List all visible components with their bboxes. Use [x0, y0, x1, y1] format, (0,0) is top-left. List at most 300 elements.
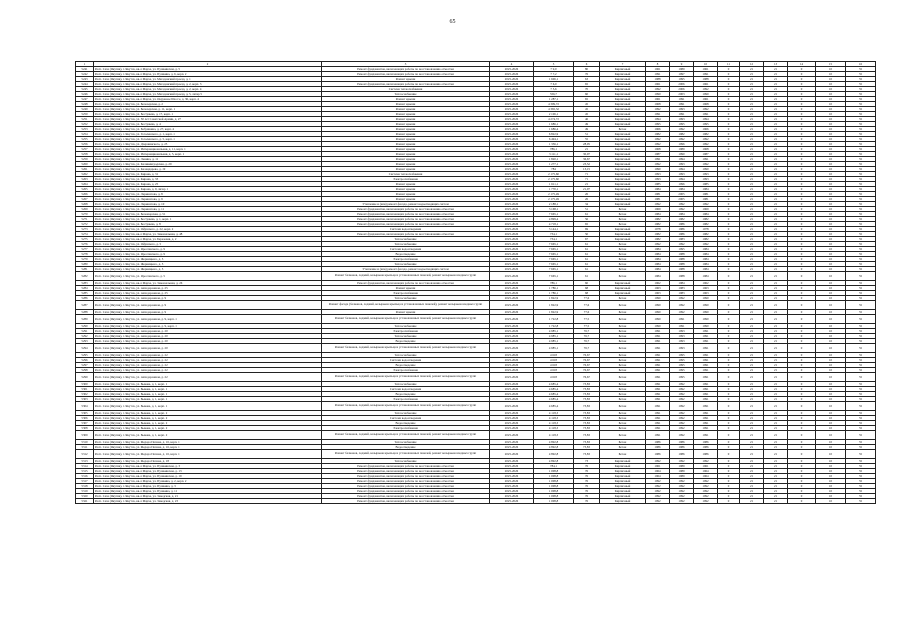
- year-cell: 1986: [694, 445, 718, 450]
- wear-cell: 60: [574, 281, 600, 286]
- value-cell: 10: [816, 177, 846, 182]
- year-cell: 1991: [694, 334, 718, 339]
- year-cell: 1981: [694, 192, 718, 197]
- year-cell: 1995: [670, 77, 694, 82]
- row-number-cell: 5288: [76, 310, 94, 315]
- value-cell: 21: [764, 222, 788, 227]
- address-cell: Респ. Саха (Якутия), г. Якутск, кв-л Марха, ул. Магаданский проезд, д. 1: [94, 77, 322, 82]
- value-cell: 10: [816, 97, 846, 102]
- value-cell: 0: [788, 339, 816, 344]
- value-cell: 21: [764, 450, 788, 459]
- year-cell: 1963: [694, 291, 718, 296]
- year-cell: 1993: [670, 329, 694, 334]
- value-cell: 0: [718, 127, 740, 132]
- value-cell: 0: [718, 382, 740, 387]
- wall-material-cell: Кирпичный: [600, 484, 646, 489]
- work-type-cell: Утепление и (или) ремонт фасада, ремонт водоотводящих систем: [322, 202, 490, 207]
- wall-material-cell: Бетон: [600, 267, 646, 272]
- year-cell: 1995: [694, 122, 718, 127]
- value-cell: 21: [764, 262, 788, 267]
- cost-cell: 784: [534, 167, 574, 172]
- wall-material-cell: Кирпичный: [600, 67, 646, 72]
- value-cell: 0: [788, 426, 816, 431]
- value-cell: 10: [816, 92, 846, 97]
- value-cell: 10: [816, 217, 846, 222]
- year-cell: 1992: [670, 202, 694, 207]
- value-cell: 55: [846, 416, 876, 421]
- value-cell: 21: [740, 167, 764, 172]
- value-cell: 21: [740, 197, 764, 202]
- row-number-cell: 5289: [76, 315, 94, 324]
- wear-cell: 73,83: [574, 397, 600, 402]
- value-cell: 21: [764, 77, 788, 82]
- row-number-cell: 5286: [76, 296, 94, 301]
- wall-material-cell: Кирпичный: [600, 459, 646, 464]
- period-cell: 2025-2026: [490, 207, 534, 212]
- address-cell: Респ. Саха (Якутия), г. Якутск, ул. Автодорожная, д. 22: [94, 373, 322, 382]
- value-cell: 0: [788, 107, 816, 112]
- work-type-cell: Теплоснабжение: [322, 334, 490, 339]
- cost-cell: 1 008,8: [534, 479, 574, 484]
- cost-cell: 1 822,9: [534, 310, 574, 315]
- value-cell: 0: [718, 324, 740, 329]
- year-cell: 1992: [694, 202, 718, 207]
- value-cell: 0: [788, 127, 816, 132]
- address-cell: Респ. Саха (Якутия), г. Якутск, ул. Ярославского, д. 9: [94, 247, 322, 252]
- value-cell: 0: [788, 353, 816, 358]
- address-cell: Респ. Саха (Якутия), г. Якутск, ул. Быкова, д. 1, корп. 1: [94, 382, 322, 387]
- period-cell: 2025-2026: [490, 202, 534, 207]
- value-cell: 21: [740, 358, 764, 363]
- table-row: [76, 272, 876, 281]
- value-cell: 55: [846, 142, 876, 147]
- value-cell: 21: [740, 267, 764, 272]
- value-cell: 0: [718, 212, 740, 217]
- year-cell: 1986: [670, 232, 694, 237]
- work-type-cell: Ремонт крыши: [322, 152, 490, 157]
- value-cell: 0: [788, 132, 816, 137]
- year-cell: 1992: [694, 499, 718, 504]
- year-cell: 1961: [694, 82, 718, 87]
- period-cell: 2025-2026: [490, 315, 534, 324]
- year-cell: 1984: [694, 262, 718, 267]
- table-row: [76, 402, 876, 411]
- work-type-cell: Ремонт крыши: [322, 112, 490, 117]
- value-cell: 21: [764, 392, 788, 397]
- period-cell: 2025-2026: [490, 197, 534, 202]
- column-number-header: 1: [76, 62, 94, 67]
- value-cell: 0: [718, 286, 740, 291]
- address-cell: Респ. Саха (Якутия), г. Якутск, кв-л Марха, ул. Пушкинская, д. 13: [94, 469, 322, 474]
- year-cell: 1991: [694, 392, 718, 397]
- value-cell: 10: [816, 162, 846, 167]
- row-number-cell: 5255: [76, 137, 94, 142]
- year-cell: 1991: [646, 329, 670, 334]
- value-cell: 0: [788, 484, 816, 489]
- row-number-cell: 5260: [76, 162, 94, 167]
- value-cell: 10: [816, 459, 846, 464]
- cost-cell: 4 618: [534, 363, 574, 368]
- year-cell: 1991: [646, 402, 670, 411]
- period-cell: 2025-2026: [490, 122, 534, 127]
- year-cell: 1994: [670, 167, 694, 172]
- address-cell: Респ. Саха (Якутия), г. Якутск, кв-л Марха, ул. Березовая, д. 2: [94, 237, 322, 242]
- value-cell: 0: [718, 167, 740, 172]
- value-cell: 0: [718, 301, 740, 310]
- period-cell: 2025-2026: [490, 102, 534, 107]
- value-cell: 21: [740, 489, 764, 494]
- wall-material-cell: Бетон: [600, 363, 646, 368]
- year-cell: 1988: [694, 77, 718, 82]
- value-cell: 10: [816, 329, 846, 334]
- year-cell: 1984: [646, 257, 670, 262]
- value-cell: 55: [846, 222, 876, 227]
- cost-cell: 2 175,60: [534, 172, 574, 177]
- value-cell: 55: [846, 252, 876, 257]
- wall-material-cell: Бетон: [600, 310, 646, 315]
- value-cell: 55: [846, 152, 876, 157]
- row-number-cell: 5293: [76, 339, 94, 344]
- wall-material-cell: Кирпичный: [600, 102, 646, 107]
- value-cell: 55: [846, 147, 876, 152]
- cost-cell: 786,1: [534, 147, 574, 152]
- wall-material-cell: Бетон: [600, 334, 646, 339]
- value-cell: 21: [740, 363, 764, 368]
- value-cell: 0: [718, 499, 740, 504]
- value-cell: 0: [788, 494, 816, 499]
- value-cell: 21: [764, 117, 788, 122]
- period-cell: 2025-2026: [490, 242, 534, 247]
- wear-cell: 61: [574, 252, 600, 257]
- value-cell: 0: [718, 426, 740, 431]
- year-cell: 1992: [646, 499, 670, 504]
- work-type-cell: Ремонт крыши: [322, 147, 490, 152]
- value-cell: 0: [718, 479, 740, 484]
- wall-material-cell: Кирпичный: [600, 92, 646, 97]
- wear-cell: 77,6: [574, 296, 600, 301]
- wall-material-cell: Кирпичный: [600, 112, 646, 117]
- wall-material-cell: Бетон: [600, 217, 646, 222]
- period-cell: 2025-2026: [490, 217, 534, 222]
- value-cell: 55: [846, 237, 876, 242]
- value-cell: 0: [788, 382, 816, 387]
- work-type-cell: Система водоотведения: [322, 227, 490, 232]
- cost-cell: 3 111,1: [534, 152, 574, 157]
- period-cell: 2025-2026: [490, 291, 534, 296]
- value-cell: 0: [788, 440, 816, 445]
- value-cell: 21: [740, 157, 764, 162]
- year-cell: 1992: [670, 387, 694, 392]
- value-cell: 21: [764, 397, 788, 402]
- work-type-cell: Электроснабжение: [322, 291, 490, 296]
- year-cell: 1995: [670, 358, 694, 363]
- value-cell: 0: [718, 344, 740, 353]
- year-cell: 1968: [694, 147, 718, 152]
- year-cell: 1990: [694, 315, 718, 324]
- year-cell: 1984: [646, 247, 670, 252]
- column-number-header: 14: [788, 62, 816, 67]
- value-cell: 21: [764, 474, 788, 479]
- value-cell: 0: [718, 397, 740, 402]
- year-cell: 1991: [694, 344, 718, 353]
- wall-material-cell: Бетон: [600, 344, 646, 353]
- year-cell: 1992: [670, 392, 694, 397]
- wall-material-cell: Кирпичный: [600, 137, 646, 142]
- value-cell: 10: [816, 132, 846, 137]
- work-type-cell: Ремонт фундаментов, включающих работы по восстановлению отмостки: [322, 212, 490, 217]
- wear-cell: 76,7: [574, 329, 600, 334]
- wall-material-cell: Кирпичный: [600, 479, 646, 484]
- value-cell: 0: [788, 152, 816, 157]
- value-cell: 0: [718, 157, 740, 162]
- row-number-cell: 5297: [76, 363, 94, 368]
- cost-cell: 4 118,3: [534, 411, 574, 416]
- column-number-header: 8: [646, 62, 670, 67]
- value-cell: 21: [764, 247, 788, 252]
- value-cell: 10: [816, 252, 846, 257]
- wear-cell: 70: [574, 87, 600, 92]
- work-type-cell: Электроснабжение: [322, 368, 490, 373]
- value-cell: 10: [816, 484, 846, 489]
- wall-material-cell: Бетон: [600, 127, 646, 132]
- address-cell: Респ. Саха (Якутия), г. Якутск, ул. Бестужева, д. 17, корп. 1: [94, 112, 322, 117]
- value-cell: 55: [846, 344, 876, 353]
- year-cell: 1991: [646, 382, 670, 387]
- year-cell: 1968: [646, 147, 670, 152]
- value-cell: 0: [718, 281, 740, 286]
- value-cell: 21: [764, 281, 788, 286]
- value-cell: 21: [740, 152, 764, 157]
- work-type-cell: Теплоснабжение: [322, 242, 490, 247]
- value-cell: 0: [788, 310, 816, 315]
- cost-cell: 1 606,1: [534, 77, 574, 82]
- year-cell: 1983: [670, 291, 694, 296]
- value-cell: 21: [740, 177, 764, 182]
- wear-cell: 61: [574, 247, 600, 252]
- year-cell: 1968: [646, 102, 670, 107]
- cost-cell: 4 718,1: [534, 222, 574, 227]
- address-cell: Респ. Саха (Якутия), г. Якутск, ул. Каландарова, д. 19: [94, 167, 322, 172]
- cost-cell: 7 665,1: [534, 212, 574, 217]
- year-cell: 1993: [670, 339, 694, 344]
- row-number-cell: 5256: [76, 142, 94, 147]
- period-cell: 2025-2026: [490, 212, 534, 217]
- row-number-cell: 5258: [76, 152, 94, 157]
- value-cell: 21: [740, 373, 764, 382]
- year-cell: 1964: [694, 469, 718, 474]
- value-cell: 0: [718, 262, 740, 267]
- value-cell: 21: [764, 87, 788, 92]
- year-cell: 1991: [646, 157, 670, 162]
- value-cell: 21: [764, 421, 788, 426]
- value-cell: 0: [788, 147, 816, 152]
- year-cell: 1992: [670, 494, 694, 499]
- wall-material-cell: Бетон: [600, 382, 646, 387]
- year-cell: 1992: [670, 479, 694, 484]
- value-cell: 0: [718, 222, 740, 227]
- cost-cell: 4 685,4: [534, 387, 574, 392]
- period-cell: 2025-2026: [490, 182, 534, 187]
- value-cell: 10: [816, 237, 846, 242]
- wear-cell: 73,83: [574, 387, 600, 392]
- year-cell: 1990: [646, 301, 670, 310]
- row-number-cell: 5274: [76, 232, 94, 237]
- value-cell: 10: [816, 291, 846, 296]
- column-number-header: 12: [740, 62, 764, 67]
- value-cell: 10: [816, 257, 846, 262]
- cost-cell: 734,1: [534, 232, 574, 237]
- row-number-cell: 5296: [76, 358, 94, 363]
- value-cell: 0: [718, 117, 740, 122]
- value-cell: 21: [740, 92, 764, 97]
- year-cell: 1992: [646, 494, 670, 499]
- value-cell: 55: [846, 77, 876, 82]
- year-cell: 1991: [646, 426, 670, 431]
- value-cell: 21: [764, 132, 788, 137]
- period-cell: 2025-2026: [490, 286, 534, 291]
- wear-cell: 76,67: [574, 353, 600, 358]
- value-cell: 21: [740, 301, 764, 310]
- value-cell: 21: [764, 291, 788, 296]
- year-cell: 1990: [646, 92, 670, 97]
- wear-cell: 60: [574, 92, 600, 97]
- work-type-cell: Утепление и (или) ремонт фасада, ремонт водоотводящих систем: [322, 267, 490, 272]
- year-cell: 1991: [694, 339, 718, 344]
- cost-cell: 4 685,4: [534, 397, 574, 402]
- address-cell: Респ. Саха (Якутия), г. Якутск, ул. Жорницкого, д. 5: [94, 257, 322, 262]
- year-cell: 1989: [670, 474, 694, 479]
- value-cell: 0: [718, 334, 740, 339]
- value-cell: 55: [846, 450, 876, 459]
- row-number-cell: 5310: [76, 440, 94, 445]
- value-cell: 21: [740, 329, 764, 334]
- year-cell: 1991: [694, 353, 718, 358]
- value-cell: 21: [764, 157, 788, 162]
- year-cell: 1996: [670, 182, 694, 187]
- value-cell: 21: [764, 127, 788, 132]
- wall-material-cell: Бетон: [600, 440, 646, 445]
- wear-cell: 76: [574, 474, 600, 479]
- year-cell: 1990: [694, 92, 718, 97]
- cost-cell: 6 494,1: [534, 137, 574, 142]
- period-cell: 2025-2026: [490, 127, 534, 132]
- year-cell: 1991: [646, 368, 670, 373]
- wall-material-cell: Кирпичный: [600, 187, 646, 192]
- value-cell: 21: [764, 107, 788, 112]
- value-cell: 21: [764, 440, 788, 445]
- value-cell: 10: [816, 147, 846, 152]
- value-cell: 0: [788, 217, 816, 222]
- address-cell: Респ. Саха (Якутия), г. Якутск, кв-л Марха, ул. Магаданский проезд, д. 2, корп. 3: [94, 82, 322, 87]
- row-number-cell: 5247: [76, 97, 94, 102]
- value-cell: 0: [718, 237, 740, 242]
- year-cell: 1991: [694, 431, 718, 440]
- period-cell: 2025-2026: [490, 301, 534, 310]
- cost-cell: 4 685,4: [534, 402, 574, 411]
- cost-cell: 784,1: [534, 464, 574, 469]
- year-cell: 1982: [694, 217, 718, 222]
- value-cell: 21: [740, 132, 764, 137]
- cost-cell: 1 287,1: [534, 97, 574, 102]
- value-cell: 21: [764, 72, 788, 77]
- value-cell: 0: [788, 137, 816, 142]
- year-cell: 1986: [646, 450, 670, 459]
- year-cell: 1992: [670, 459, 694, 464]
- wear-cell: 61: [574, 212, 600, 217]
- work-type-cell: Ремонт фундаментов, включающих работы по восстановлению отмостки: [322, 207, 490, 212]
- work-type-cell: Ремонт фундаментов, включающих работы по восстановлению отмостки: [322, 464, 490, 469]
- year-cell: 1987: [646, 152, 670, 157]
- cost-cell: 2 106,1: [534, 112, 574, 117]
- work-type-cell: Водоотведение: [322, 421, 490, 426]
- wall-material-cell: Бетон: [600, 402, 646, 411]
- value-cell: 55: [846, 464, 876, 469]
- year-cell: 1990: [694, 296, 718, 301]
- value-cell: 0: [718, 252, 740, 257]
- period-cell: 2025-2026: [490, 272, 534, 281]
- year-cell: 1995: [670, 363, 694, 368]
- value-cell: 21: [740, 402, 764, 411]
- work-type-cell: Ремонт балконов, лоджий, козырьков крыльца и установленных панелей, ремонт козырьков входных групп: [322, 450, 490, 459]
- year-cell: 1995: [646, 122, 670, 127]
- year-cell: 1991: [646, 353, 670, 358]
- value-cell: 21: [764, 499, 788, 504]
- work-type-cell: Система теплоснабжения: [322, 87, 490, 92]
- address-cell: Респ. Саха (Якутия), г. Якутск, ул. Автодорожная, д. 22: [94, 358, 322, 363]
- wall-material-cell: Кирпичный: [600, 152, 646, 157]
- wear-cell: 68: [574, 291, 600, 296]
- value-cell: 0: [788, 172, 816, 177]
- address-cell: Респ. Саха (Якутия), г. Якутск, ул. Быкова, д. 1, корп. 2: [94, 411, 322, 416]
- value-cell: 55: [846, 301, 876, 310]
- value-cell: 10: [816, 192, 846, 197]
- wall-material-cell: Кирпичный: [600, 107, 646, 112]
- row-number-cell: 5298: [76, 368, 94, 373]
- work-type-cell: Электроснабжение: [322, 177, 490, 182]
- wall-material-cell: Бетон: [600, 272, 646, 281]
- row-number-cell: 5299: [76, 373, 94, 382]
- value-cell: 10: [816, 112, 846, 117]
- wear-cell: 80: [574, 67, 600, 72]
- value-cell: 10: [816, 489, 846, 494]
- value-cell: 21: [740, 262, 764, 267]
- value-cell: 21: [764, 102, 788, 107]
- year-cell: 1961: [646, 67, 670, 72]
- year-cell: 1991: [646, 411, 670, 416]
- value-cell: 21: [740, 440, 764, 445]
- year-cell: 1982: [670, 217, 694, 222]
- wear-cell: 68: [574, 286, 600, 291]
- value-cell: 21: [764, 197, 788, 202]
- value-cell: 0: [718, 187, 740, 192]
- value-cell: 0: [788, 82, 816, 87]
- year-cell: 1991: [646, 344, 670, 353]
- cost-cell: 7 665,1: [534, 242, 574, 247]
- year-cell: 1961: [694, 464, 718, 469]
- period-cell: 2025-2026: [490, 445, 534, 450]
- year-cell: 1991: [646, 334, 670, 339]
- work-type-cell: Система теплоснабжения: [322, 172, 490, 177]
- value-cell: 55: [846, 262, 876, 267]
- address-cell: Респ. Саха (Якутия), г. Якутск, ул. Гоголевского, д. 1, корп. 1: [94, 132, 322, 137]
- address-cell: Респ. Саха (Якутия), г. Якутск, кв-л Марха, ул. Окружное Шоссе, д. 36, корп. 4: [94, 97, 322, 102]
- work-type-cell: Ремонт фундаментов, включающих работы по восстановлению отмостки: [322, 499, 490, 504]
- value-cell: 10: [816, 402, 846, 411]
- row-number-cell: 5241: [76, 67, 94, 72]
- value-cell: 21: [764, 207, 788, 212]
- value-cell: 21: [740, 187, 764, 192]
- value-cell: 10: [816, 167, 846, 172]
